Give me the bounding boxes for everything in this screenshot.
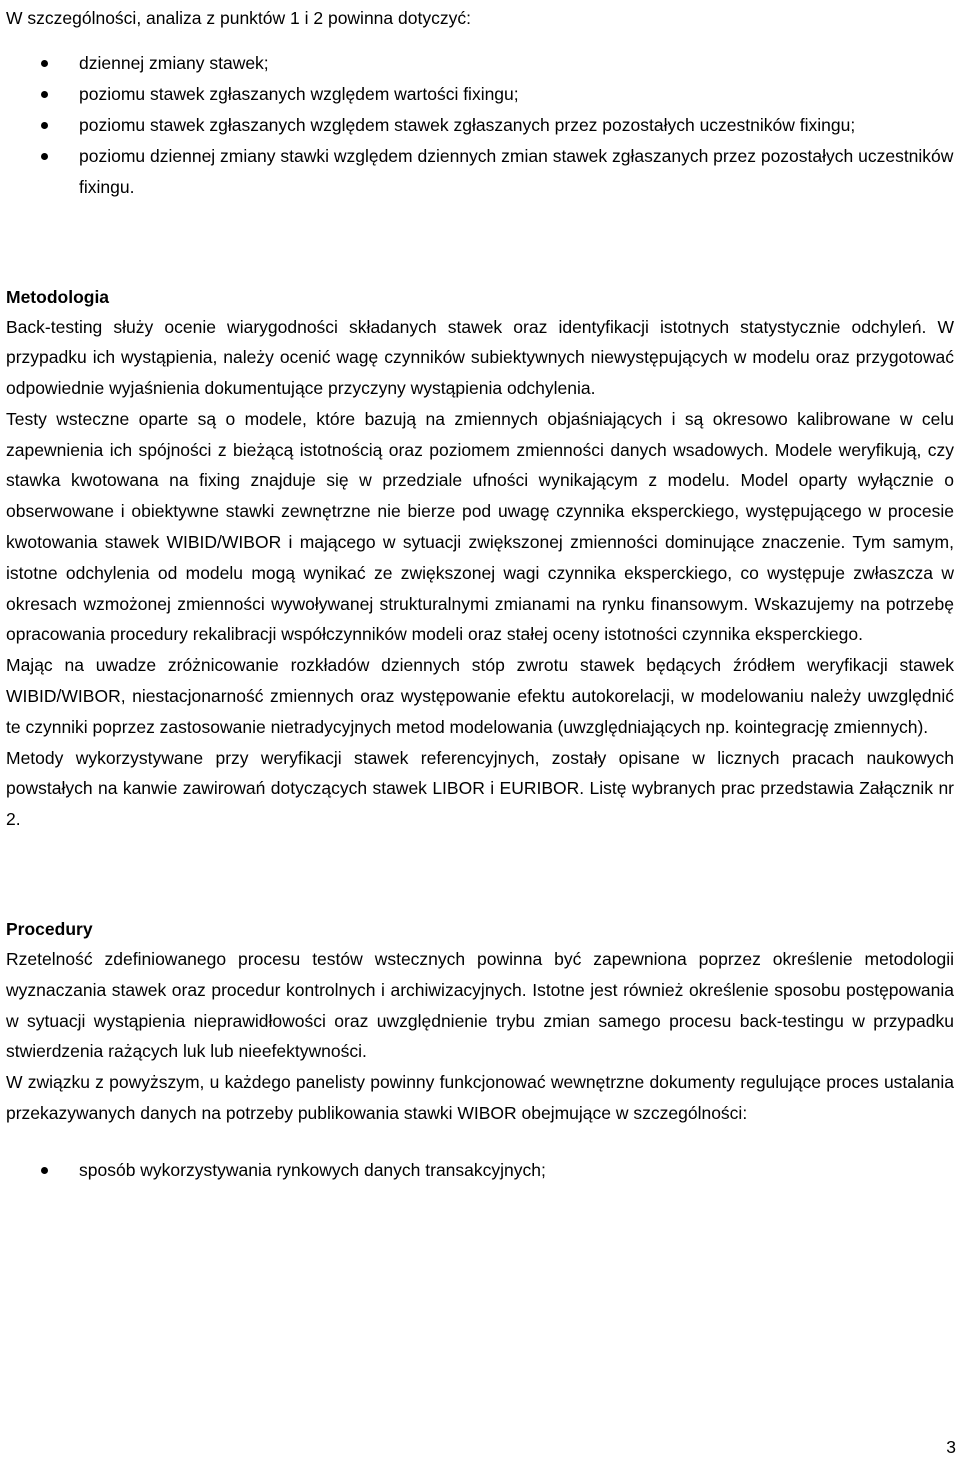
analysis-bullet-list <box>6 48 954 203</box>
bullet-item: poziomu stawek zgłaszanych względem wartości fixingu; <box>6 79 954 110</box>
bullet-item: sposób wykorzystywania rynkowych danych transakcyjnych; <box>6 1155 954 1186</box>
procedury-paragraph: W związku z powyższym, u każdego panelisty powinny funkcjonować wewnętrzne dokumenty regulujące proces ustalania przekazywanych danych na potrzeby publikowania stawki WIBOR obejmujące w szczególności: <box>6 1072 954 1124</box>
page-number: 3 <box>946 1437 956 1457</box>
section-heading-procedury: Procedury <box>6 919 93 940</box>
bullet-item: poziomu dziennej zmiany stawki względem dziennych zmian stawek zgłaszanych przez pozostałych uczestników fixingu. <box>6 141 954 203</box>
documents-bullet-list <box>6 1155 954 1186</box>
bullet-item: poziomu stawek zgłaszanych względem stawek zgłaszanych przez pozostałych uczestników fixingu; <box>6 110 954 141</box>
document-page <box>6 0 954 1186</box>
procedury-paragraph: Rzetelność zdefiniowanego procesu testów wstecznych powinna być zapewniona poprzez określenie metodologii wyznaczania stawek oraz procedur kontrolnych i archiwizacyjnych. Istotne jest również określenie sposobu postępowania w sytuacji wystąpienia nieprawidłowości oraz uwzględnienie trybu zmian samego procesu back-testingu w przypadku stwierdzenia rażących luk lub nieefektywności. <box>6 949 954 1062</box>
bullet-item: dziennej zmiany stawek; <box>6 48 954 79</box>
metodologia-paragraph: Metody wykorzystywane przy weryfikacji stawek referencyjnych, zostały opisane w licznych pracach naukowych powstałych na kanwie zawirowań dotyczących stawek LIBOR i EURIBOR. Listę wybranych prac przedstawia Załącznik nr 2. <box>6 747 954 830</box>
metodologia-paragraph: Testy wsteczne oparte są o modele, które bazują na zmiennych objaśniających i są okresowo kalibrowane w celu zapewnienia ich spójności z bieżącą istotnością oraz poziomem zmienności danych wsadowych. Modele weryfikują, czy stawka kwotowana na fixing znajduje się w przedziale ufności wynikającym z modelu. Model oparty wyłącznie o obserwowane i obiektywne stawki zewnętrzne nie bierze pod uwagę czynnika eksperckiego, występującego w procesie kwotowania stawek WIBID/WIBOR i mającego w sytuacji zwiększonej zmienności dominujące znaczenie. Tym samym, istotne odchylenia od modelu mogą wynikać ze zwiększonej wagi czynnika eksperckiego, co występuje zwłaszcza w okresach wzmożonej zmienności wywoływanej strukturalnymi zmianami na rynku finansowym. Wskazujemy na potrzebę opracowania procedury rekalibracji współczynników modeli oraz stałej oceny istotności czynnika eksperckiego. <box>6 408 954 645</box>
metodologia-paragraph: Back-testing służy ocenie wiarygodności składanych stawek oraz identyfikacji istotnych statystycznie odchyleń. W przypadku ich wystąpienia, należy ocenić wagę czynników subiektywnych niewystępujących w modelu oraz przygotować odpowiednie wyjaśnienia dokumentujące przyczyny wystąpienia odchylenia. <box>6 316 954 399</box>
metodologia-paragraph: Mając na uwadze zróżnicowanie rozkładów dziennych stóp zwrotu stawek będących źródłem weryfikacji stawek WIBID/WIBOR, niestacjonarność zmiennych oraz występowanie efektu autokorelacji, w modelowaniu należy uwzględnić te czynniki poprzez zastosowanie nietradycyjnych metod modelowania (uwzględniających np. kointegrację zmiennych). <box>6 655 954 737</box>
intro-text: W szczególności, analiza z punktów 1 i 2 powinna dotyczyć: <box>6 8 471 28</box>
section-heading-metodologia: Metodologia <box>6 286 110 307</box>
